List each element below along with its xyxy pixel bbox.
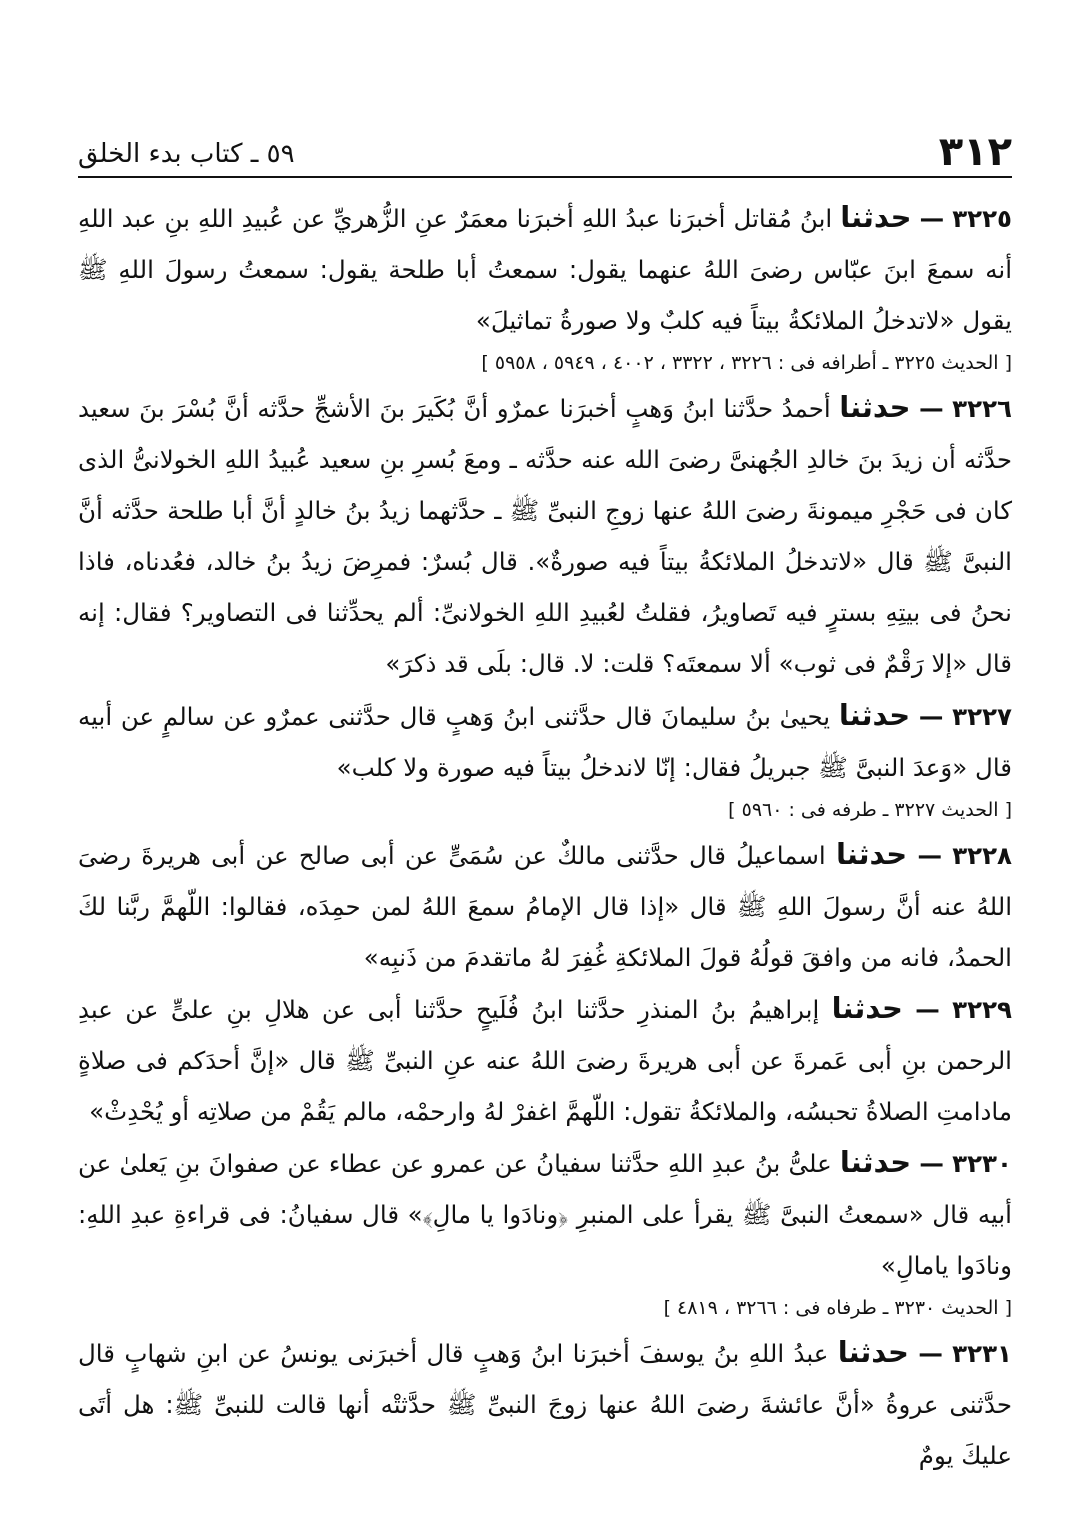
page-number: ٣١٢ <box>938 129 1012 175</box>
hadith-opening: حدثنا <box>839 1145 912 1179</box>
hadith-text: إبراهيمُ بنُ المنذرِ حدَّثنا ابنُ فُلَيحٍ حدَّثنا أبى عن هلالِ بنِ علىٍّ عن عبدِ الرحمن بنِ أبى عَمرةَ عن أبى هريرةَ رضىَ اللهُ عنه عنِ النبىِّ ﷺ قال «إنَّ أحدَكم فى صلاةٍ مادامتِ الصلاةُ تحبسُه، والملائكةُ تقول: اللّهمَّ اغفرْ لهُ وارحمْه، مالم يَقُمْ من صلاتِه أو يُحْدِثْ» <box>78 995 1012 1126</box>
hadith-text: يحيىٰ بنُ سليمانَ قال حدَّثنى ابنُ وَهبٍ قال حدَّثنى عمرٌو عن سالمٍ عن أبيه قال «وَعدَ النبىَّ ﷺ جبريلُ فقال: إنّا لاندخلُ بيتاً فيه صورة ولا كلب» <box>78 702 1012 782</box>
hadith-text: علىُّ بنُ عبدِ اللهِ حدَّثنا سفيانُ عن عمرو عن عطاء عن صفوانَ بنِ يَعلىٰ عن أبيه قال «سمعتُ النبىَّ ﷺ يقرأ على المنبرِ ﴿ونادَوا يا مالِ﴾» قال سفيانُ: فى قراءةِ عبدِ اللهِ: ونادَوا يامالِ» <box>78 1149 1012 1280</box>
hadith-note: [ الحديث ٣٢٢٥ ـ أطرافه فى : ٣٢٢٦ ، ٣٣٢٢ ، ٤٠٠٢ ، ٥٩٤٩ ، ٥٩٥٨ ] <box>481 352 1012 374</box>
hadith-text: عبدُ اللهِ بنُ يوسفَ أخبرَنا ابنُ وَهبٍ قال أخبرَنى يونسُ عن ابنِ شهابٍ قال حدَّثنى عروةُ «أنَّ عائشةَ رضىَ اللهُ عنها زوجَ النبىِّ ﷺ حدَّثتْه أنها قالت للنبىِّ ﷺ: هل أتَى عليكَ يومٌ <box>78 1339 1012 1470</box>
hadith-3230 <box>78 1137 1012 1291</box>
hadith-opening: حدثنا <box>837 1335 909 1369</box>
hadith-text: ابنُ مُقاتل أخبرَنا عبدُ اللهِ أخبرَنا معمَرٌ عنِ الزُّهريِّ عن عُبيدِ اللهِ بنِ عبد اللهِ أنه سمعَ ابنَ عبّاس رضىَ اللهُ عنهما يقول: سمعتُ أبا طلحة يقول: سمعتُ رسولَ اللهِ ﷺ يقول «لاتدخلُ الملائكةُ بيتاً فيه كلبٌ ولا صورةُ تماثيلَ» <box>78 204 1012 335</box>
hadith-number: ٣٢٢٧ <box>952 702 1012 731</box>
hadith-3226 <box>78 382 1012 689</box>
hadith-note: [ الحديث ٣٢٣٠ ـ طرفاه فى : ٣٢٦٦ ، ٤٨١٩ ] <box>663 1297 1012 1319</box>
hadith-dash: — <box>918 1339 943 1368</box>
hadith-dash: — <box>915 995 940 1024</box>
hadith-3228 <box>78 829 1012 983</box>
hadith-dash: — <box>919 394 944 423</box>
hadith-number: ٣٢٢٥ <box>952 204 1013 233</box>
hadith-opening: حدثنا <box>840 200 912 234</box>
hadith-note: [ الحديث ٣٢٢٧ ـ طرفه فى : ٥٩٦٠ ] <box>728 799 1012 821</box>
hadith-dash: — <box>919 1149 944 1178</box>
hadith-text: أحمدُ حدَّثنا ابنُ وَهبٍ أخبرَنا عمرٌو أنَّ بُكَيرَ بنَ الأشجِّ حدَّثه أنَّ بُسْرَ بنَ سعيد حدَّثه أن زيدَ بنَ خالدِ الجُهنىَّ رضىَ الله عنه حدَّثه ـ ومعَ بُسرِ بنِ سعيد عُبيدُ اللهِ الخولانىُّ الذى كان فى حَجْرِ ميمونةَ رضىَ اللهُ عنها زوجِ النبىِّ ﷺ ـ حدَّثهما زيدُ بنُ خالدٍ أنَّ أبا طلحة حدَّثه أنَّ النبىَّ ﷺ قال «لاتدخلُ الملائكةُ بيتاً فيه صورةٌ». قال بُسرٌ: فمرِضَ زيدُ بنُ خالد، فعُدناه، فاذا نحنُ فى بيتِهِ بسترٍ فيه تَصاويرُ، فقلتُ لعُبيدِ اللهِ الخولانىِّ: ألم يحدِّثنا فى التصاوير؟ فقال: إنه قال «إلا رَقْمٌ فى ثوب» ألا سمعتَه؟ قلت: لا. قال: بلَى قد ذكرَ» <box>78 394 1012 678</box>
hadith-dash: — <box>919 204 945 233</box>
hadith-dash: — <box>918 702 944 731</box>
hadith-3227 <box>78 690 1012 793</box>
hadith-3231 <box>78 1327 1012 1481</box>
hadith-dash: — <box>917 841 942 870</box>
hadith-opening: حدثنا <box>831 991 903 1025</box>
hadith-3229 <box>78 983 1012 1137</box>
page-body <box>78 178 1012 1481</box>
page-header <box>78 128 1012 178</box>
hadith-number: ٣٢٣١ <box>952 1339 1012 1368</box>
hadith-opening: حدثنا <box>839 390 911 424</box>
hadith-number: ٣٢٢٩ <box>952 995 1012 1024</box>
chapter-title: ٥٩ ـ كتاب بدء الخلق <box>78 139 295 169</box>
hadith-number: ٣٢٢٨ <box>952 841 1013 870</box>
book-page <box>78 128 1012 1481</box>
hadith-opening: حدثنا <box>835 837 908 871</box>
hadith-number: ٣٢٣٠ <box>952 1149 1012 1178</box>
hadith-opening: حدثنا <box>838 698 911 732</box>
hadith-3225 <box>78 192 1012 346</box>
hadith-text: اسماعيلُ قال حدَّثنى مالكٌ عن سُمَىٍّ عن أبى صالح عن أبى هريرةَ رضىَ اللهُ عنه أنَّ رسولَ اللهِ ﷺ قال «إذا قال الإمامُ سمعَ اللهُ لمن حمِدَه، فقالوا: اللّهمَّ ربَّنا لكَ الحمدُ، فانه من وافقَ قولُهُ قولَ الملائكةِ غُفِرَ لهُ ماتقدمَ من ذَنبِه» <box>78 841 1012 972</box>
hadith-number: ٣٢٢٦ <box>952 394 1012 423</box>
